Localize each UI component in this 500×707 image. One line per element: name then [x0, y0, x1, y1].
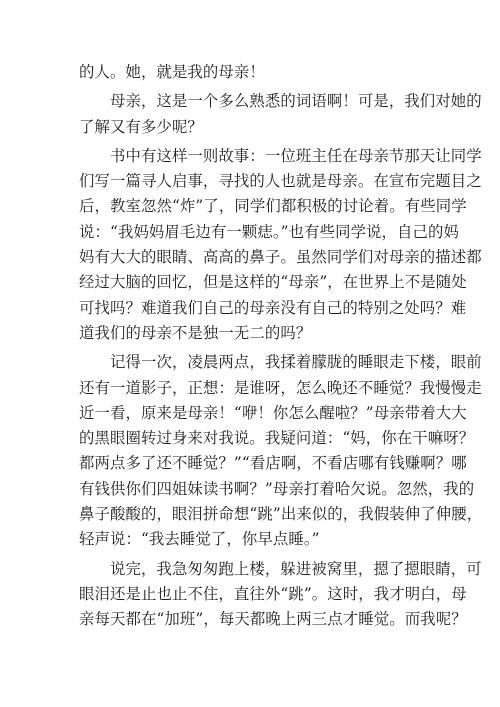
text-line: 都两点多了还不睡觉？”“看店啊，不看店哪有钱赚啊？哪	[79, 454, 467, 473]
text-line: 后，教室忽然“炸”了，同学们都积极的讨论着。有些同学	[79, 197, 467, 216]
document-body	[79, 60, 483, 637]
text-line: 说完，我急匆匆跑上楼，躲进被窝里，摁了摁眼睛，可	[79, 559, 482, 578]
text-line: 还有一道影子，正想：是谁呀，怎么晚还不睡觉？我慢慢走	[79, 378, 482, 397]
text-line: 轻声说：“我去睡觉了，你早点睡。”	[79, 530, 320, 549]
paragraph-2	[79, 89, 482, 140]
text-line: 们写一篇寻人启事，寻找的人也就是母亲。在宣布完题目之	[79, 172, 482, 191]
text-line: 亲每天都在“加班”，每天都晚上两三点才睡觉。而我呢？	[79, 610, 467, 629]
text-line: 母亲，这是一个多么熟悉的词语啊！可是，我们对她的	[79, 92, 482, 111]
text-line: 妈有大大的眼睛、高高的鼻子。虽然同学们对母亲的描述都	[79, 248, 482, 267]
paragraph-5	[79, 557, 482, 633]
text-line: 近一看，原来是母亲！“咿！你怎么醒啦？”母亲带着大大	[79, 403, 467, 422]
paragraph-1	[79, 60, 431, 85]
paragraph-4	[79, 350, 483, 552]
text-line: 说：“我妈妈眉毛边有一颗痣。”也有些同学说，自己的妈	[79, 222, 460, 241]
paragraph-3	[79, 144, 482, 346]
text-line: 有钱供你们四姐妹读书啊？”母亲打着哈欠说。忽然，我的	[79, 479, 475, 498]
text-line: 的人。她，就是我的母亲！	[79, 63, 265, 81]
text-line: 的黑眼圈转过身来对我说。我疑问道：“妈，你在干嘛呀？	[79, 429, 475, 448]
text-line: 记得一次，凌晨两点，我揉着朦胧的睡眼走下楼，眼前	[79, 353, 482, 372]
text-line: 鼻子酸酸的，眼泪拼命想“跳”出来似的，我假装伸了伸腰，	[79, 505, 483, 524]
text-line: 书中有这样一则故事：一位班主任在母亲节那天让同学	[79, 146, 482, 165]
text-line: 道我们的母亲不是独一无二的吗？	[79, 323, 312, 342]
text-line: 可找吗？难道我们自己的母亲没有自己的特别之处吗？难	[79, 298, 467, 317]
text-line: 经过大脑的回忆，但是这样的“母亲”，在世界上不是随处	[79, 273, 467, 292]
text-line: 了解又有多少呢？	[79, 117, 203, 136]
text-line: 眼泪还是止也止不住，直往外“跳”。这时，我才明白，母	[79, 584, 467, 603]
